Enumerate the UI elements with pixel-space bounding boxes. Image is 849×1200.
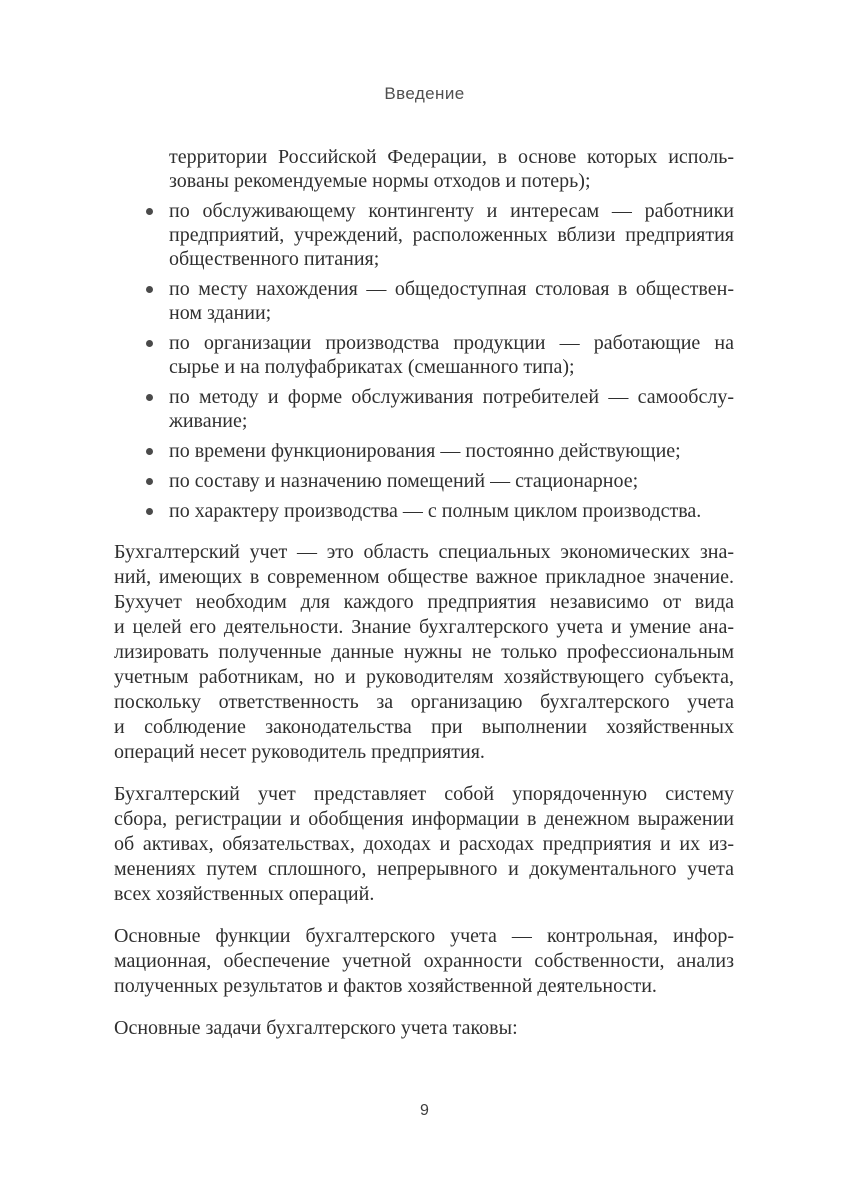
text-line: ном здании;: [169, 302, 272, 324]
text-line: Основные задачи бухгалтерского учета таковы:: [114, 1017, 518, 1039]
text-line: по организации производства продукции — работающие на: [169, 332, 734, 354]
text-line: по методу и форме обслуживания потребителей — самообслу-: [169, 386, 734, 408]
text-line: зованы рекомендуемые нормы отходов и потерь);: [169, 170, 591, 192]
body-paragraphs: [114, 540, 734, 1041]
text-line: Бухгалтерский учет представляет собой упорядоченную систему: [114, 783, 734, 805]
text-line: территории Российской Федерации, в основе которых исполь-: [169, 146, 734, 168]
list-item: [114, 277, 734, 325]
text-line: всех хозяйственных операций.: [114, 883, 375, 905]
text-line: мационная, обеспечение учетной охранности собственности, анализ: [114, 950, 734, 972]
text-line: сбора, регистрации и обобщения информации в денежном выражении: [114, 808, 734, 830]
page-number: 9: [420, 1102, 429, 1119]
list-item: [114, 199, 734, 271]
text-line: и соблюдение законодательства при выполнении хозяйственных: [114, 716, 734, 738]
text-line: учетным работникам, но и руководителям хозяйствующего субъекта,: [114, 666, 734, 688]
bullet-icon: [146, 508, 153, 515]
text-line: полученных результатов и фактов хозяйственной деятельности.: [114, 975, 657, 997]
text-line: об активах, обязательствах, доходах и расходах предприятия и их из-: [114, 833, 734, 855]
text-line: по времени функционирования — постоянно действующие;: [169, 440, 681, 462]
text-line: Основные функции бухгалтерского учета — контрольная, инфор-: [114, 925, 734, 947]
paragraph: [114, 540, 734, 765]
text-line: живание;: [169, 410, 248, 432]
running-header: Введение: [384, 84, 465, 103]
text-line: менениях путем сплошного, непрерывного и документального учета: [114, 858, 734, 880]
classification-list: [114, 145, 734, 523]
text-line: по обслуживающему контингенту и интересам — работники: [169, 200, 734, 222]
text-line: лизировать полученные данные нужны не только профессиональным: [114, 641, 734, 663]
text-line: по характеру производства — с полным циклом производства.: [169, 500, 702, 522]
text-line: операций несет руководитель предприятия.: [114, 741, 485, 763]
list-item: [114, 385, 734, 433]
bullet-icon: [146, 208, 153, 215]
bullet-icon: [146, 478, 153, 485]
text-line: общественного питания;: [169, 248, 380, 270]
bullet-icon: [146, 394, 153, 401]
text-line: Бухучет необходим для каждого предприятия независимо от вида: [114, 591, 734, 613]
text-line: и целей его деятельности. Знание бухгалтерского учета и умение ана-: [114, 616, 734, 638]
list-item: [114, 331, 734, 379]
text-line: поскольку ответственность за организацию бухгалтерского учета: [114, 691, 734, 713]
text-line: по месту нахождения — общедоступная столовая в обществен-: [169, 278, 734, 300]
list-item: [114, 439, 734, 463]
paragraph: [114, 1016, 734, 1041]
text-line: по составу и назначению помещений — стационарное;: [169, 470, 639, 492]
paragraph: [114, 924, 734, 999]
paragraph: [114, 782, 734, 907]
bullet-icon: [146, 286, 153, 293]
page-content: [114, 145, 734, 1041]
list-item: [114, 469, 734, 493]
bullet-icon: [146, 340, 153, 347]
text-line: Бухгалтерский учет — это область специальных экономических зна-: [114, 541, 734, 563]
text-line: предприятий, учреждений, расположенных вблизи предприятия: [169, 224, 734, 246]
text-line: ний, имеющих в современном обществе важное прикладное значение.: [114, 566, 734, 588]
text-line: сырье и на полуфабрикатах (смешанного типа);: [169, 356, 575, 378]
bullet-icon: [146, 448, 153, 455]
list-item-continuation: [114, 145, 734, 193]
list-item: [114, 499, 734, 523]
